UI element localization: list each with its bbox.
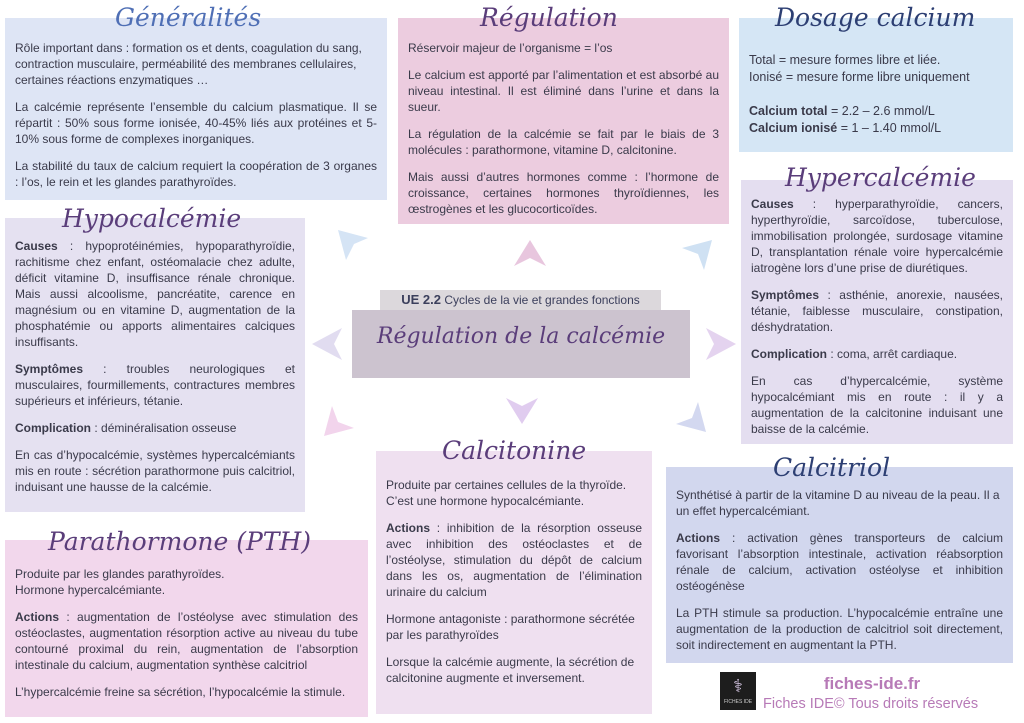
pth-section (5, 540, 368, 717)
calcitriol-title: Calcitriol (773, 453, 891, 482)
calcium-ionise-label: Calcium ionisé (749, 121, 838, 135)
regulation-paragraph: La régulation de la calcémie se fait par le biais de 3 molécules : parathormone, vitamine D, calcitonine. (408, 127, 719, 157)
hypocalcemie-section (5, 218, 305, 512)
caduceus-icon: ⚕ (733, 676, 743, 696)
dosage-line: Total = mesure formes libre et liée. (749, 53, 941, 67)
calcitonine-paragraph: Lorsque la calcémie augmente, la sécrétion de calcitonine augmente et inversement. (386, 655, 635, 685)
regulation-paragraph: Mais aussi d’autres hormones comme : l’hormone de croissance, certaines hormones thyroïdiennes, les œstrogènes et les glucocorticoïdes. (408, 170, 719, 216)
calcium-total-value: = 2.2 – 2.6 mmol/L (827, 104, 935, 118)
pth-title: Parathormone (PTH) (48, 527, 312, 556)
calcitriol-paragraph: La PTH stimule sa production. L’hypocalcémie entraîne une augmentation de la production de calcitriol soit directement, soit indirectement en augmentant la PTH. (676, 606, 1003, 652)
actions-label: Actions (386, 521, 431, 535)
causes-label: Causes (751, 197, 794, 211)
pth-line: Produite par les glandes parathyroïdes. (15, 567, 225, 581)
site-name: fiches-ide.fr (823, 674, 921, 693)
regulation-section (398, 18, 729, 224)
arrow-down-left-icon (322, 404, 356, 438)
arrow-right-icon (704, 326, 738, 362)
generalites-paragraph: La calcémie représente l’ensemble du calcium plasmatique. Il se répartit : 50% sous forme ionisée, 40-45% liés aux protéines et 5-10% sous forme de complexes inorganiques. (15, 100, 377, 146)
center-title: Régulation de la calcémie (376, 324, 666, 349)
calcium-ionise-line (749, 120, 1003, 137)
logo-text: FICHES IDE (723, 699, 753, 705)
generalites-section (5, 18, 387, 200)
symptomes-label: Symptômes (751, 288, 820, 302)
arrow-down-right-icon (674, 400, 708, 434)
calcium-ionise-value: = 1 – 1.40 mmol/L (837, 121, 942, 135)
hypocalcemie-causes (15, 238, 295, 350)
generalites-title: Généralités (115, 3, 262, 32)
arrow-up-right-icon (680, 238, 714, 272)
arrow-up-icon (512, 238, 548, 268)
ue-banner (380, 290, 661, 310)
generalites-paragraph: La stabilité du taux de calcium requiert la coopération de 3 organes : l’os, le rein et les glandes parathyroïdes. (15, 159, 377, 189)
arrow-up-left-icon (336, 228, 370, 262)
generalites-paragraph: Rôle important dans : formation os et dents, coagulation du sang, contraction musculaire, perméabilité des membranes cellulaires, certaines réactions enzymatiques … (15, 41, 362, 87)
hypercalcemie-symptomes (751, 287, 1003, 335)
symptomes-text: : troubles neurologiques et musculaires, fourmillements, contractures membres supérieurs et inférieurs, tétanie. (15, 362, 295, 408)
pth-line: Hormone hypercalcémiante. (15, 583, 166, 597)
causes-label: Causes (15, 239, 58, 253)
dosage-title: Dosage calcium (775, 3, 976, 32)
calcitriol-section (666, 467, 1013, 663)
complication-label: Complication (15, 421, 92, 435)
actions-label: Actions (15, 610, 60, 624)
calcitonine-paragraph: Hormone antagoniste : parathormone sécrétée par les parathyroïdes (386, 612, 635, 642)
hypercalcemie-causes (751, 196, 1003, 276)
calcitonine-paragraph: Produite par certaines cellules de la thyroïde. C’est une hormone hypocalcémiante. (386, 478, 627, 508)
calcitriol-paragraph: Synthétisé à partir de la vitamine D au niveau de la peau. Il a un effet hypercalcémiant. (676, 488, 1000, 518)
fiches-ide-logo (720, 672, 756, 710)
actions-text: : augmentation de l’ostéolyse avec stimulation des ostéoclastes, augmentation résorption active au niveau du tube contourné proximal du rein, augmentation de l’absorption intestinale du calcium, augmentation synthèse calcitriol (15, 610, 358, 672)
pth-paragraph: L’hypercalcémie freine sa sécrétion, l’hypocalcémie la stimule. (15, 685, 346, 699)
hypocalcemie-symptomes (15, 361, 295, 409)
copyright-text: Fiches IDE© Tous droits réservés (763, 696, 979, 712)
hypocalcemie-complication (15, 420, 295, 436)
hypocalcemie-paragraph: En cas d’hypocalcémie, systèmes hypercalcémiants mis en route : sécrétion parathormone puis calcitriol, induisant une hausse de la calcémie. (15, 448, 295, 494)
causes-text: : hyperparathyroïdie, cancers, hyperthyroïdie, sarcoïdose, tuberculose, immobilisation prolongée, surdosage vitamine D, transplantation rénale voire hypercalcémie iatrogène lors d’une prise de diurétiques. (751, 197, 1003, 275)
calcitonine-section (376, 451, 652, 714)
calcitriol-actions (676, 530, 1003, 594)
actions-text: : activation gènes transporteurs de calcium favorisant l’absorption intestinale, activation réabsorption rénale de calcium, activation ostéolyse et inhibition ostéogénèse (676, 531, 1003, 593)
regulation-paragraph: Le calcium est apporté par l’alimentation et est absorbé au niveau intestinal. Il est éliminé dans l’urine et dans la sueur. (408, 68, 719, 114)
regulation-title: Régulation (480, 3, 618, 32)
actions-text: : inhibition de la résorption osseuse avec inhibition des ostéoclastes et de l’ostéolyse, stimulation du dépôt de calcium dans les os, augmentation de l’élimination urinaire du calcium (386, 521, 642, 599)
arrow-left-icon (310, 326, 344, 362)
complication-text: : coma, arrêt cardiaque. (827, 347, 958, 361)
complication-text: : déminéralisation osseuse (91, 421, 237, 435)
complication-label: Complication (751, 347, 828, 361)
calcitonine-title: Calcitonine (442, 436, 587, 465)
calcium-total-label: Calcium total (749, 104, 828, 118)
ue-subtitle: Cycles de la vie et grandes fonctions (440, 293, 640, 307)
regulation-paragraph: Réservoir majeur de l’organisme = l’os (408, 41, 613, 55)
pth-actions (15, 609, 358, 673)
arrow-down-icon (504, 396, 540, 426)
hypercalcemie-title: Hypercalcémie (785, 163, 976, 192)
causes-text: : hypoprotéinémies, hypoparathyroïdie, rachitisme chez enfant, ostéomalacie chez adulte, déficit vitamine D, insuffisance rénale chronique. Mais aussi alcoolisme, pancréatite, carence en magnésium ou en vitamine D, augmentation de la phosphatémie ou apports alimentaires calciques insuffisants. (15, 239, 295, 349)
dosage-section (739, 18, 1013, 152)
hypocalcemie-title: Hypocalcémie (62, 204, 242, 233)
hypercalcemie-paragraph: En cas d’hypercalcémie, système hypocalcémiant mis en route : il y a augmentation de la calcitonine induisant une baisse de la calcémie. (751, 374, 1003, 436)
symptomes-label: Symptômes (15, 362, 84, 376)
symptomes-text: : asthénie, anorexie, nausées, tétanie, faiblesse musculaire, constipation, déshydratation. (751, 288, 1003, 334)
hypercalcemie-complication (751, 346, 1003, 362)
hypercalcemie-section (741, 180, 1013, 444)
calcium-total-line (749, 103, 1003, 120)
dosage-line: Ionisé = mesure forme libre uniquement (749, 70, 970, 84)
calcitonine-actions (386, 520, 642, 600)
ue-label: UE 2.2 (401, 292, 441, 307)
actions-label: Actions (676, 531, 721, 545)
